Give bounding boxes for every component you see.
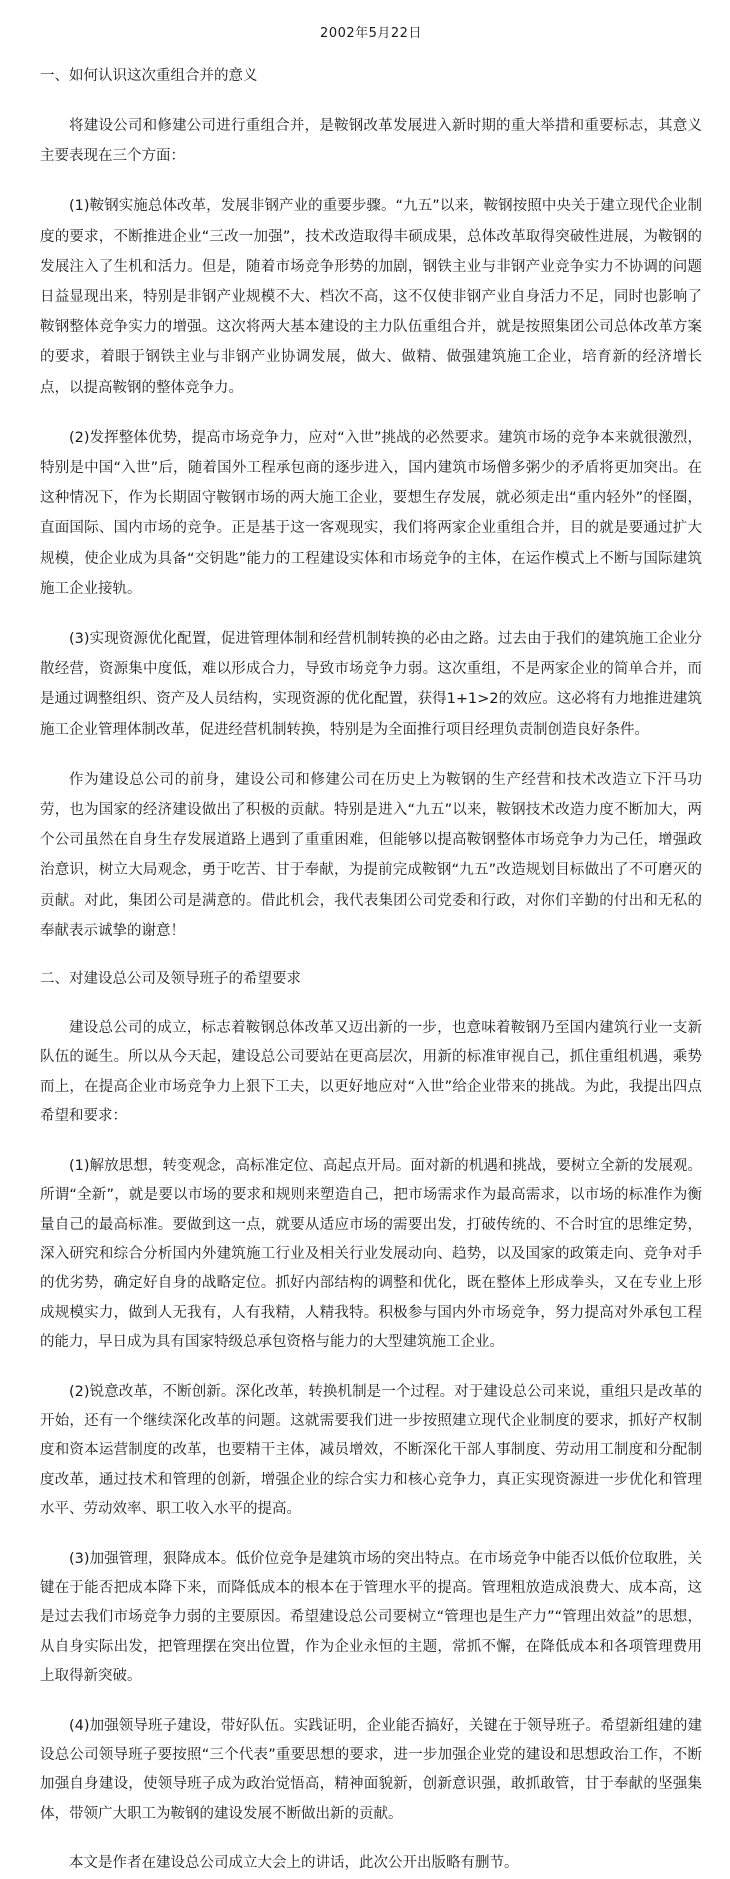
paragraph: 建设总公司的成立，标志着鞍钢总体改革又迈出新的一步，也意味着鞍钢乃至国内建筑行业一支新队伍的诞生。所以从今天起，建设总公司要站在更高层次，用新的标准审视自己，抓住重组机遇，乘势而上，在提高企业市场竞争力上狠下工夫，以更好地应对“入世”给企业带来的挑战。为此，我提出四点希望和要求： (40, 1020, 702, 1125)
section-heading-2: 二、对建设总公司及领导班子的希望要求 (40, 971, 301, 988)
paragraph: (1)鞍钢实施总体改革，发展非钢产业的重要步骤。“九五”以来，鞍钢按照中央关于建立现代企业制度的要求，不断推进企业“三改一加强”，技术改造取得丰硕成果，总体改革取得突破性进展，为鞍钢的发展注入了生机和活力。但是，随着市场竞争形势的加剧，钢铁主业与非钢产业竞争实力不协调的问题日益显现出来，特别是非钢产业规模不大、档次不高，这不仅使非钢产业自身活力不足，同时也影响了鞍钢整体竞争实力的增强。这次将两大基本建设的主力队伍重组合并，就是按照集团公司总体改革方案的要求，着眼于钢铁主业与非钢产业协调发展，做大、做精、做强建筑施工企业，培育新的经济增长点，以提高鞍钢的整体竞争力。 (40, 198, 702, 396)
section-heading-1: 一、如何认识这次重组合并的意义 (40, 68, 258, 84)
paragraph: 作为建设总公司的前身，建设公司和修建公司在历史上为鞍钢的生产经营和技术改造立下汗马功劳，也为国家的经济建设做出了积极的贡献。特别是进入“九五”以来，鞍钢技术改造力度不断加大，两个公司虽然在自身生存发展道路上遇到了重重困难，但能够以提高鞍钢整体市场竞争力为己任，增强政治意识，树立大局观念，勇于吃苦、甘于奉献，为提前完成鞍钢“九五”改造规划目标做出了不可磨灭的贡献。对此，集团公司是满意的。借此机会，我代表集团公司党委和行政，对你们辛勤的付出和无私的奉献表示诚挚的谢意！ (40, 771, 702, 939)
document-date: 2002年5月22日 (320, 26, 422, 41)
paragraph: (2)锐意改革，不断创新。深化改革，转换机制是一个过程。对于建设总公司来说，重组只是改革的开始，还有一个继续深化改革的问题。这就需要我们进一步按照建立现代企业制度的要求，抓好产权制度和资本运营制度的改革，也要精干主体，减员增效，不断深化干部人事制度、劳动用工制度和分配制度改革，通过技术和管理的创新，增强企业的综合实力和核心竞争力，真正实现资源进一步优化和管理水平、劳动效率、职工收入水平的提高。 (40, 1383, 702, 1518)
paragraph: 将建设公司和修建公司进行重组合并，是鞍钢改革发展进入新时期的重大举措和重要标志，其意义主要表现在三个方面： (40, 118, 702, 165)
paragraph: (2)发挥整体优势，提高市场竞争力，应对“入世”挑战的必然要求。建筑市场的竞争本来就很激烈，特别是中国“入世”后，随着国外工程承包商的逐步进入，国内建筑市场僧多粥少的矛盾将更加突出。在这种情况下，作为长期固守鞍钢市场的两大施工企业，要想生存发展，就必须走出“重内轻外”的怪圈，直面国际、国内市场的竞争。正是基于这一客观现实，我们将两家企业重组合并，目的就是要通过扩大规模，使企业成为具备“交钥匙”能力的工程建设实体和市场竞争的主体，在运作模式上不断与国际建筑施工企业接轨。 (40, 429, 702, 597)
paragraph: (3)加强管理，狠降成本。低价位竞争是建筑市场的突出特点。在市场竞争中能否以低价位取胜，关键在于能否把成本降下来，而降低成本的根本在于管理水平的提高。管理粗放造成浪费大、成本高，这是过去我们市场竞争力弱的主要原因。希望建设总公司要树立“管理也是生产力”“管理出效益”的思想，从自身实际出发，把管理摆在突出位置，作为企业永恒的主题，常抓不懈，在降低成本和各项管理费用上取得新突破。 (40, 1550, 702, 1685)
paragraph: (1)解放思想，转变观念，高标准定位、高起点开局。面对新的机遇和挑战，要树立全新的发展观。所谓“全新”，就是要以市场的要求和规则来塑造自己，把市场需求作为最高需求，以市场的标准作为衡量自己的最高标准。要做到这一点，就要从适应市场的需要出发，打破传统的、不合时宜的思维定势，深入研究和综合分析国内外建筑施工行业及相关行业发展动向、趋势，以及国家的政策走向、竞争对手的优劣势，确定好自身的战略定位。抓好内部结构的调整和优化，既在整体上形成拳头，又在专业上形成规模实力，做到人无我有，人有我精，人精我特。积极参与国内外市场竞争，努力提高对外承包工程的能力，早日成为具有国家特级总承包资格与能力的大型建筑施工企业。 (40, 1157, 702, 1351)
closing-note: 本文是作者在建设总公司成立大会上的讲话，此次公开出版略有删节。 (69, 1855, 519, 1872)
paragraph: (3)实现资源优化配置，促进管理体制和经营机制转换的必由之路。过去由于我们的建筑施工企业分散经营，资源集中度低，难以形成合力，导致市场竞争力弱。这次重组，不是两家企业的简单合并，而是通过调整组织、资产及人员结构，实现资源的优化配置，获得1+1>2的效应。这必将有力地推进建筑施工企业管理体制改革，促进经营机制转换，特别是为全面推行项目经理负责制创造良好条件。 (40, 631, 702, 738)
paragraph: (4)加强领导班子建设，带好队伍。实践证明，企业能否搞好，关键在于领导班子。希望新组建的建设总公司领导班子要按照“三个代表”重要思想的要求，进一步加强企业党的建设和思想政治工作，不断加强自身建设，使领导班子成为政治觉悟高，精神面貌新，创新意识强，敢抓敢管，甘于奉献的坚强集体，带领广大职工为鞍钢的建设发展不断做出新的贡献。 (40, 1717, 702, 1822)
